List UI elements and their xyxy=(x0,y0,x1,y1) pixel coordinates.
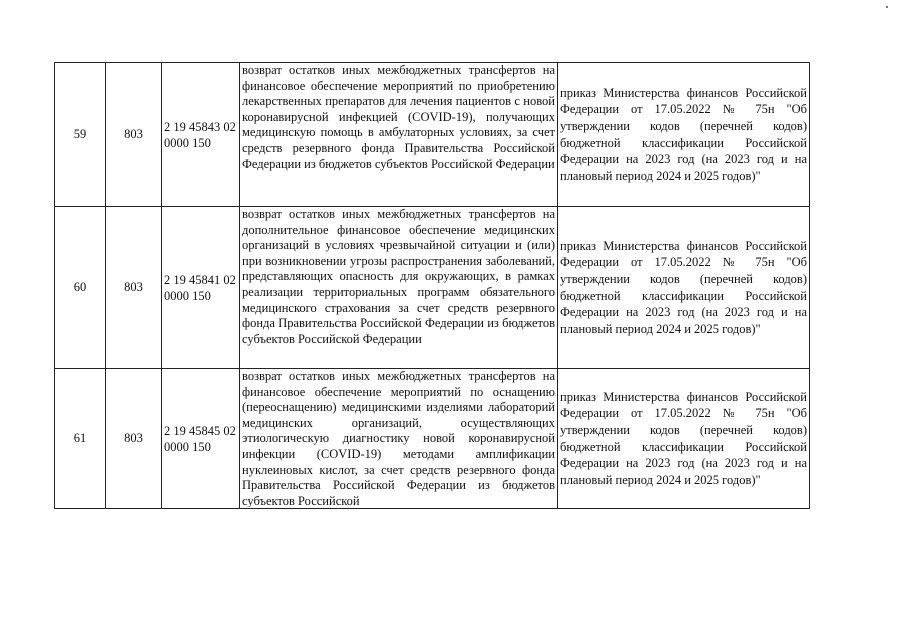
revenue-description-cell xyxy=(240,369,558,509)
row-number: 61 xyxy=(55,369,106,509)
table-row xyxy=(55,63,810,207)
revenue-description: возврат остатков иных межбюджетных трансфертов на дополнительное финансовое обеспечение медицинских организаций в условиях чрезвычайной ситуации и (или) при возникновении угрозы распространения заболеваний, представляющих опасность для окружающих, в рамках реализации территориальных программ обязательного медицинского страхования за счет средств резервного фонда Правительства Российской Федерации из бюджетов субъектов Российской Федерации xyxy=(240,207,558,369)
table-row xyxy=(55,207,810,369)
table-row xyxy=(55,369,810,509)
budget-classification-code: 2 19 45845 02 0000 150 xyxy=(162,369,240,509)
revenue-description: возврат остатков иных межбюджетных трансфертов на финансовое обеспечение мероприятий по приобретению лекарственных препаратов для лечения пациентов с новой коронавирусной инфекцией (COVID-19), получающих медицинскую помощь в амбулаторных условиях, за счет средств резервного фонда Правительства Российской Федерации из бюджетов субъектов Российской Федерации xyxy=(240,63,558,207)
budget-codes-table xyxy=(54,62,810,509)
legal-basis: приказ Министерства финансов Российской Федерации от 17.05.2022 № 75н "Об утверждении кодов (перечней кодов) бюджетной классификации Российской Федерации на 2023 год (на 2023 год и на плановый период 2024 и 2025 годов)" xyxy=(558,369,810,509)
legal-basis: приказ Министерства финансов Российской Федерации от 17.05.2022 № 75н "Об утверждении кодов (перечней кодов) бюджетной классификации Российской Федерации на 2023 год (на 2023 год и на плановый период 2024 и 2025 годов)" xyxy=(558,63,810,207)
admin-code: 803 xyxy=(106,63,162,207)
admin-code: 803 xyxy=(106,369,162,509)
budget-codes-table-wrap xyxy=(54,62,809,508)
admin-code: 803 xyxy=(106,207,162,369)
revenue-description: возврат остатков иных межбюджетных трансфертов на финансовое обеспечение мероприятий по оснащению (переоснащению) медицинскими изделиями лабораторий медицинских организаций, осуществляющих этиологическую диагностику новой коронавирусной инфекции (COVID-19) методами амплификации нуклеиновых кислот, за счет средств резервного фонда Правительства Российской Федерации из бюджетов субъектов Российской xyxy=(242,369,555,507)
legal-basis: приказ Министерства финансов Российской Федерации от 17.05.2022 № 75н "Об утверждении кодов (перечней кодов) бюджетной классификации Российской Федерации на 2023 год (на 2023 год и на плановый период 2024 и 2025 годов)" xyxy=(558,207,810,369)
budget-classification-code: 2 19 45841 02 0000 150 xyxy=(162,207,240,369)
budget-classification-code: 2 19 45843 02 0000 150 xyxy=(162,63,240,207)
row-number: 60 xyxy=(55,207,106,369)
row-number: 59 xyxy=(55,63,106,207)
scan-speck xyxy=(886,6,888,8)
